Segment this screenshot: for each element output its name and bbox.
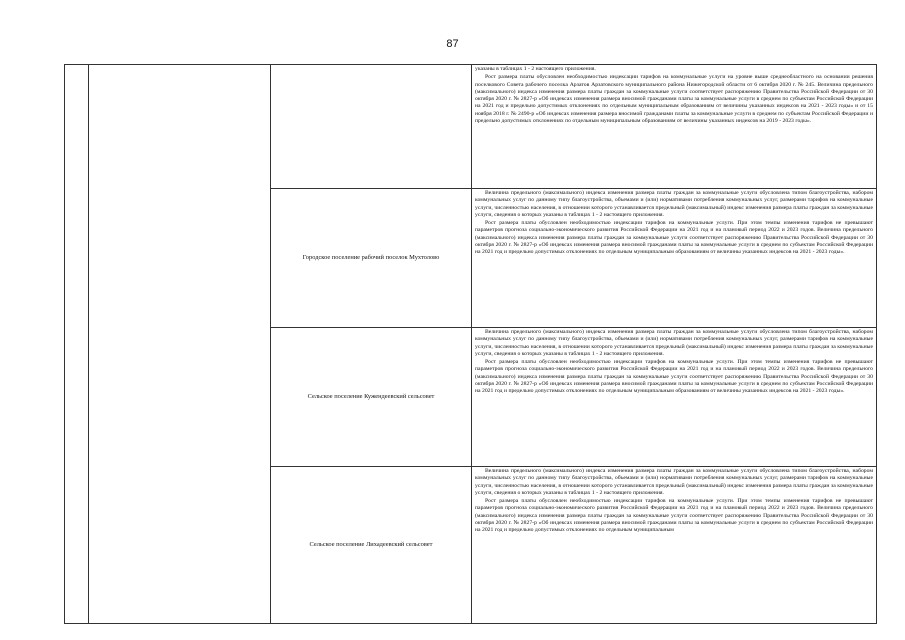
- justification-cell: [472, 65, 877, 189]
- settlements-table: [64, 64, 877, 624]
- settlement-name-cell: Городское поселение рабочий поселок Мухтолово: [271, 189, 472, 328]
- justification-paragraph: Рост размера платы обусловлен необходимостью индексации тарифов на коммунальные услуги. При этом темпы изменения тарифов не превышают параметров прогноза социально-экономического развития Российской Федерации на 2021 год и на плановый период 2022 и 2023 годов. Величина предельного (максимального) индекса изменения размера платы граждан за коммунальные услуги соответствует распоряжению Правительства Российской Федерации от 30 октября 2020 г. № 2827-р «Об индексах изменения размера вносимой гражданами платы за коммунальные услуги в среднем по субъектам Российской Федерации на 2021 год и предельно допустимых отклонениях по отдельным муниципальным образованиям от величины указанных индексов на 2021 - 2023 годы».: [475, 359, 873, 395]
- justification-cell: [472, 328, 877, 467]
- page-number: 87: [446, 38, 459, 50]
- table-row: [65, 65, 877, 189]
- settlement-name-cell: Сельское поселение Лихадеевский сельсовет: [271, 467, 472, 624]
- justification-paragraph: Рост размера платы обусловлен необходимостью индексации тарифов на коммунальные услуги. При этом темпы изменения тарифов не превышают параметров прогноза социально-экономического развития Российской Федерации на 2021 год и на плановый период 2022 и 2023 годов. Величина предельного (максимального) индекса изменения размера платы граждан за коммунальные услуги соответствует распоряжению Правительства Российской Федерации от 30 октября 2020 г. № 2827-р «Об индексах изменения размера вносимой гражданами платы за коммунальные услуги в среднем по субъектам Российской Федерации на 2021 год и предельно допустимых отклонениях по отдельным муниципальным образованиям от величины указанных индексов на 2021 - 2023 годы».: [475, 220, 873, 256]
- justification-paragraph: указаны в таблицах 1 - 2 настоящего приложения.: [475, 66, 596, 72]
- justification-paragraph: Величина предельного (максимального) индекса изменения размера платы граждан за коммунальные услуги обусловлена типом благоустройства, набором коммунальных услуг по данному типу благоустройства, объемами и (или) нормативами потребления коммунальных услуг, размерами тарифов на коммунальные услуги, численностью населения, в отношении которого устанавливается предельный (максимальный) индекс изменения размера платы граждан за коммунальные услуги, сведения о которых указаны в таблицах 1 - 2 настоящего приложения.: [475, 329, 873, 357]
- settlement-name-cell: [271, 65, 472, 189]
- justification-paragraph: Величина предельного (максимального) индекса изменения размера платы граждан за коммунальные услуги обусловлена типом благоустройства, набором коммунальных услуг по данному типу благоустройства, объемами и (или) нормативами потребления коммунальных услуг, размерами тарифов на коммунальные услуги, численностью населения, в отношении которого устанавливается предельный (максимальный) индекс изменения размера платы граждан за коммунальные услуги, сведения о которых указаны в таблицах 1 - 2 настоящего приложения.: [475, 468, 873, 496]
- justification-paragraph: Рост размера платы обусловлен необходимостью индексации тарифов на коммунальные услуги. При этом темпы изменения тарифов не превышают параметров прогноза социально-экономического развития Российской Федерации на 2021 год и на плановый период 2022 и 2023 годов. Величина предельного (максимального) индекса изменения размера платы граждан за коммунальные услуги соответствует распоряжению Правительства Российской Федерации от 30 октября 2020 г. № 2827-р «Об индексах изменения размера вносимой гражданами платы за коммунальные услуги в среднем по субъектам Российской Федерации на 2021 год и предельно допустимых отклонениях по отдельным муниципальным: [475, 498, 873, 534]
- index-column-cell: [65, 65, 89, 624]
- justification-cell: [472, 189, 877, 328]
- justification-paragraph: Рост размера платы обусловлен необходимостью индексации тарифов на коммунальные услуги на уровне выше среднеобластного на основании решения поселкового Совета рабочего поселка Арзатов Арзатовского муниципального района Нижегородской области от 6 октября 2020 г. № 245. Величина предельного (максимального) индекса изменения размера платы граждан за коммунальные услуги соответствует распоряжению Правительства Российской Федерации от 30 октября 2020 г. № 2827-р «Об индексах изменения размера вносимой гражданами платы за коммунальные услуги в среднем по субъектам Российской Федерации на 2021 год и предельно допустимых отклонениях по отдельным муниципальным образованиям от величины указанных индексов на 2021 - 2023 годы» и от 15 ноября 2018 г. № 2490-р «Об индексах изменения размера вносимой гражданами платы за коммунальные услуги в среднем по субъектам Российской Федерации и предельно допустимых отклонениях по отдельным муниципальным образованиям от величины указанных индексов на 2019 - 2023 годы».: [475, 74, 873, 125]
- justification-cell: [472, 467, 877, 624]
- settlement-name-cell: Сельское поселение Кужендеевский сельсовет: [271, 328, 472, 467]
- municipality-column-cell: [89, 65, 271, 624]
- justification-paragraph: Величина предельного (максимального) индекса изменения размера платы граждан за коммунальные услуги обусловлена типом благоустройства, набором коммунальных услуг по данному типу благоустройства, объемами и (или) нормативами потребления коммунальных услуг, размерами тарифов на коммунальные услуги, численностью населения, в отношении которого устанавливается предельный (максимальный) индекс изменения размера платы граждан за коммунальные услуги, сведения о которых указаны в таблицах 1 - 2 настоящего приложения.: [475, 190, 873, 218]
